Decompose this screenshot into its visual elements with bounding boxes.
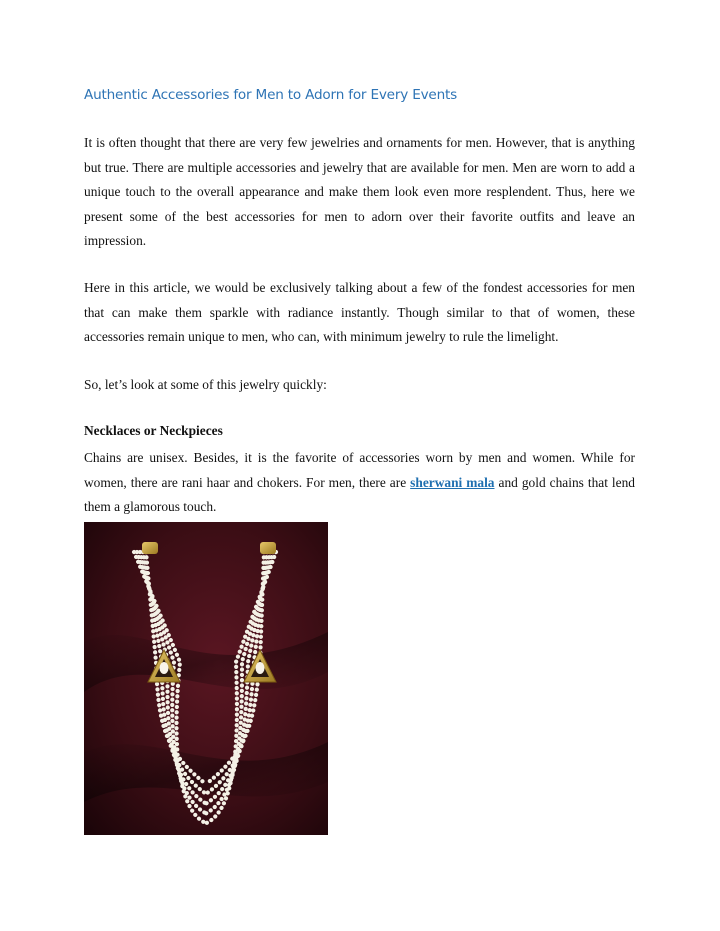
- sherwani-mala-photo: [84, 522, 328, 835]
- necklaces-text-after: and gold chains that lend them a glamorous touch.: [84, 474, 635, 515]
- gold-end-cap: [260, 542, 276, 554]
- intro-paragraph: It is often thought that there are very few jewelries and ornaments for men. However, that is anything but true. There are multiple accessories and jewelry that are available for men. Men are worn to add a unique touch to the overall appearance and make them look even more resplendent. Thus, here we present some of the best accessories for men to adorn over their favorite outfits and leave an impression.: [84, 135, 635, 249]
- section-heading-necklaces: Necklaces or Neckpieces: [84, 423, 223, 438]
- necklaces-text-before: Chains are unisex. Besides, it is the favorite of accessories worn by men and women. While for women, there are rani haar and chokers. For men, there are: [84, 450, 635, 490]
- transition-paragraph: So, let’s look at some of this jewelry quickly:: [84, 377, 327, 392]
- sherwani-mala-link[interactable]: sherwani mala: [410, 474, 495, 490]
- necklaces-paragraph: [84, 446, 635, 520]
- article-title: Authentic Accessories for Men to Adorn for Every Events: [84, 87, 458, 103]
- gold-end-cap: [142, 542, 158, 554]
- article-scope-paragraph: Here in this article, we would be exclusively talking about a few of the fondest accessories for men that can make them sparkle with radiance instantly. Though similar to that of women, these accessories remain unique to men, who can, with minimum jewelry to rule the limelight.: [84, 280, 635, 345]
